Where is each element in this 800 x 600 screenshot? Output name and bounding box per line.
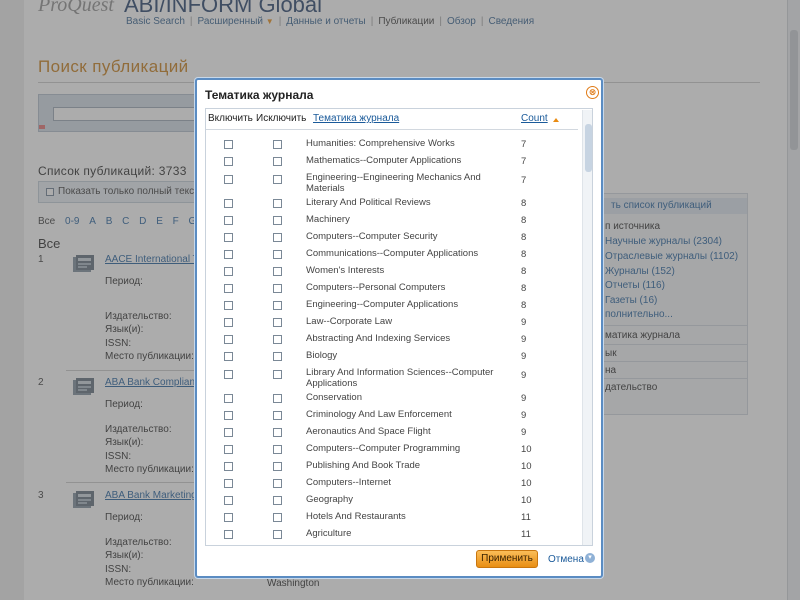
subject-count: 8 — [521, 266, 527, 277]
exclude-checkbox[interactable] — [273, 370, 282, 379]
subject-name: Mathematics--Computer Applications — [306, 155, 462, 166]
include-checkbox[interactable] — [224, 479, 233, 488]
subject-name: Geography — [306, 494, 354, 505]
subject-row — [206, 424, 578, 441]
count-column-header[interactable]: Count — [521, 113, 548, 124]
include-checkbox[interactable] — [224, 445, 233, 454]
exclude-checkbox[interactable] — [273, 233, 282, 242]
subject-count: 9 — [521, 351, 527, 362]
subject-name: Agriculture — [306, 528, 352, 539]
subject-count: 8 — [521, 300, 527, 311]
subject-row — [206, 263, 578, 280]
include-checkbox[interactable] — [224, 216, 233, 225]
subject-name: Biology — [306, 350, 338, 361]
subject-count: 8 — [521, 198, 527, 209]
include-checkbox[interactable] — [224, 267, 233, 276]
include-checkbox[interactable] — [224, 250, 233, 259]
subject-count: 9 — [521, 393, 527, 404]
exclude-checkbox[interactable] — [273, 411, 282, 420]
subject-count: 7 — [521, 139, 527, 150]
exclude-checkbox[interactable] — [273, 199, 282, 208]
subject-name: Women's Interests — [306, 265, 385, 276]
subject-name: Aeronautics And Space Flight — [306, 426, 431, 437]
exclude-column-header: Исключить — [256, 113, 307, 124]
exclude-checkbox[interactable] — [273, 394, 282, 403]
subject-row — [206, 195, 578, 212]
subject-row — [206, 475, 578, 492]
subject-name: Abstracting And Indexing Services — [306, 333, 451, 344]
subject-row — [206, 153, 578, 170]
subject-row — [206, 348, 578, 365]
include-checkbox[interactable] — [224, 233, 233, 242]
include-checkbox[interactable] — [224, 284, 233, 293]
subject-row — [206, 229, 578, 246]
include-checkbox[interactable] — [224, 496, 233, 505]
subject-row — [206, 170, 578, 195]
subject-name: Computers--Personal Computers — [306, 282, 446, 293]
exclude-checkbox[interactable] — [273, 250, 282, 259]
exclude-checkbox[interactable] — [273, 513, 282, 522]
subject-name: Law--Corporate Law — [306, 316, 393, 327]
subject-count: 10 — [521, 478, 532, 489]
include-checkbox[interactable] — [224, 199, 233, 208]
header-divider — [206, 129, 578, 130]
cancel-link[interactable]: Отмена — [548, 554, 584, 565]
include-checkbox[interactable] — [224, 175, 233, 184]
subject-row — [206, 280, 578, 297]
scroll-down-icon[interactable]: ▾ — [585, 553, 595, 563]
include-checkbox[interactable] — [224, 157, 233, 166]
exclude-checkbox[interactable] — [273, 462, 282, 471]
subject-count: 9 — [521, 370, 527, 381]
subject-count: 9 — [521, 334, 527, 345]
include-checkbox[interactable] — [224, 140, 233, 149]
subject-row — [206, 492, 578, 509]
subject-count: 8 — [521, 283, 527, 294]
exclude-checkbox[interactable] — [273, 267, 282, 276]
subject-row — [206, 297, 578, 314]
subject-name: Criminology And Law Enforcement — [306, 409, 452, 420]
subject-filter-dialog — [195, 78, 603, 578]
subject-row — [206, 212, 578, 229]
subject-row — [206, 509, 578, 526]
subject-name: Communications--Computer Applications — [306, 248, 479, 259]
subject-count: 10 — [521, 495, 532, 506]
subject-name: Machinery — [306, 214, 350, 225]
subject-row — [206, 365, 578, 390]
subject-rows — [206, 136, 578, 543]
subject-name: Engineering--Engineering Mechanics And Materials — [306, 172, 481, 194]
include-checkbox[interactable] — [224, 428, 233, 437]
include-checkbox[interactable] — [224, 335, 233, 344]
subject-count: 8 — [521, 215, 527, 226]
subject-row — [206, 390, 578, 407]
subject-name: Humanities: Comprehensive Works — [306, 138, 455, 149]
include-checkbox[interactable] — [224, 394, 233, 403]
include-checkbox[interactable] — [224, 318, 233, 327]
subject-name: Computers--Computer Security — [306, 231, 438, 242]
exclude-checkbox[interactable] — [273, 318, 282, 327]
list-scrollbar[interactable] — [582, 110, 593, 546]
exclude-checkbox[interactable] — [273, 496, 282, 505]
subject-name: Library And Information Sciences--Computer Applications — [306, 367, 494, 389]
include-column-header: Включить — [208, 113, 253, 124]
subject-count: 7 — [521, 156, 527, 167]
subject-row — [206, 246, 578, 263]
subject-row — [206, 407, 578, 424]
subject-name: Publishing And Book Trade — [306, 460, 421, 471]
apply-button[interactable]: Применить — [476, 550, 538, 568]
subject-name: Conservation — [306, 392, 362, 403]
subject-count: 9 — [521, 317, 527, 328]
exclude-checkbox[interactable] — [273, 284, 282, 293]
exclude-checkbox[interactable] — [273, 335, 282, 344]
subject-count: 7 — [521, 175, 527, 186]
include-checkbox[interactable] — [224, 462, 233, 471]
subject-row — [206, 136, 578, 153]
list-scrollbar-thumb[interactable] — [585, 124, 592, 172]
topic-column-header[interactable]: Тематика журнала — [313, 113, 400, 124]
subject-row — [206, 441, 578, 458]
exclude-checkbox[interactable] — [273, 352, 282, 361]
subject-name: Hotels And Restaurants — [306, 511, 406, 522]
subject-count: 8 — [521, 232, 527, 243]
subject-count: 10 — [521, 444, 532, 455]
subject-name: Computers--Internet — [306, 477, 392, 488]
exclude-checkbox[interactable] — [273, 445, 282, 454]
subject-count: 9 — [521, 427, 527, 438]
subject-name: Literary And Political Reviews — [306, 197, 431, 208]
subject-count: 10 — [521, 461, 532, 472]
close-icon[interactable]: ⊗ — [586, 86, 599, 99]
exclude-checkbox[interactable] — [273, 428, 282, 437]
subject-count: 11 — [521, 529, 531, 540]
exclude-checkbox[interactable] — [273, 175, 282, 184]
exclude-checkbox[interactable] — [273, 216, 282, 225]
subject-count: 9 — [521, 410, 527, 421]
exclude-checkbox[interactable] — [273, 157, 282, 166]
include-checkbox[interactable] — [224, 530, 233, 539]
subject-count: 11 — [521, 512, 531, 523]
sort-ascending-icon[interactable] — [553, 118, 559, 122]
exclude-checkbox[interactable] — [273, 140, 282, 149]
subject-row — [206, 458, 578, 475]
subject-row — [206, 526, 578, 543]
subject-count: 8 — [521, 249, 527, 260]
exclude-checkbox[interactable] — [273, 479, 282, 488]
exclude-checkbox[interactable] — [273, 530, 282, 539]
subject-name: Computers--Computer Programming — [306, 443, 461, 454]
include-checkbox[interactable] — [224, 370, 233, 379]
subject-row — [206, 331, 578, 348]
include-checkbox[interactable] — [224, 411, 233, 420]
subject-row — [206, 314, 578, 331]
subject-name: Engineering--Computer Applications — [306, 299, 459, 310]
include-checkbox[interactable] — [224, 301, 233, 310]
subject-list — [205, 108, 593, 546]
dialog-title: Тематика журнала — [205, 88, 314, 102]
include-checkbox[interactable] — [224, 513, 233, 522]
include-checkbox[interactable] — [224, 352, 233, 361]
exclude-checkbox[interactable] — [273, 301, 282, 310]
